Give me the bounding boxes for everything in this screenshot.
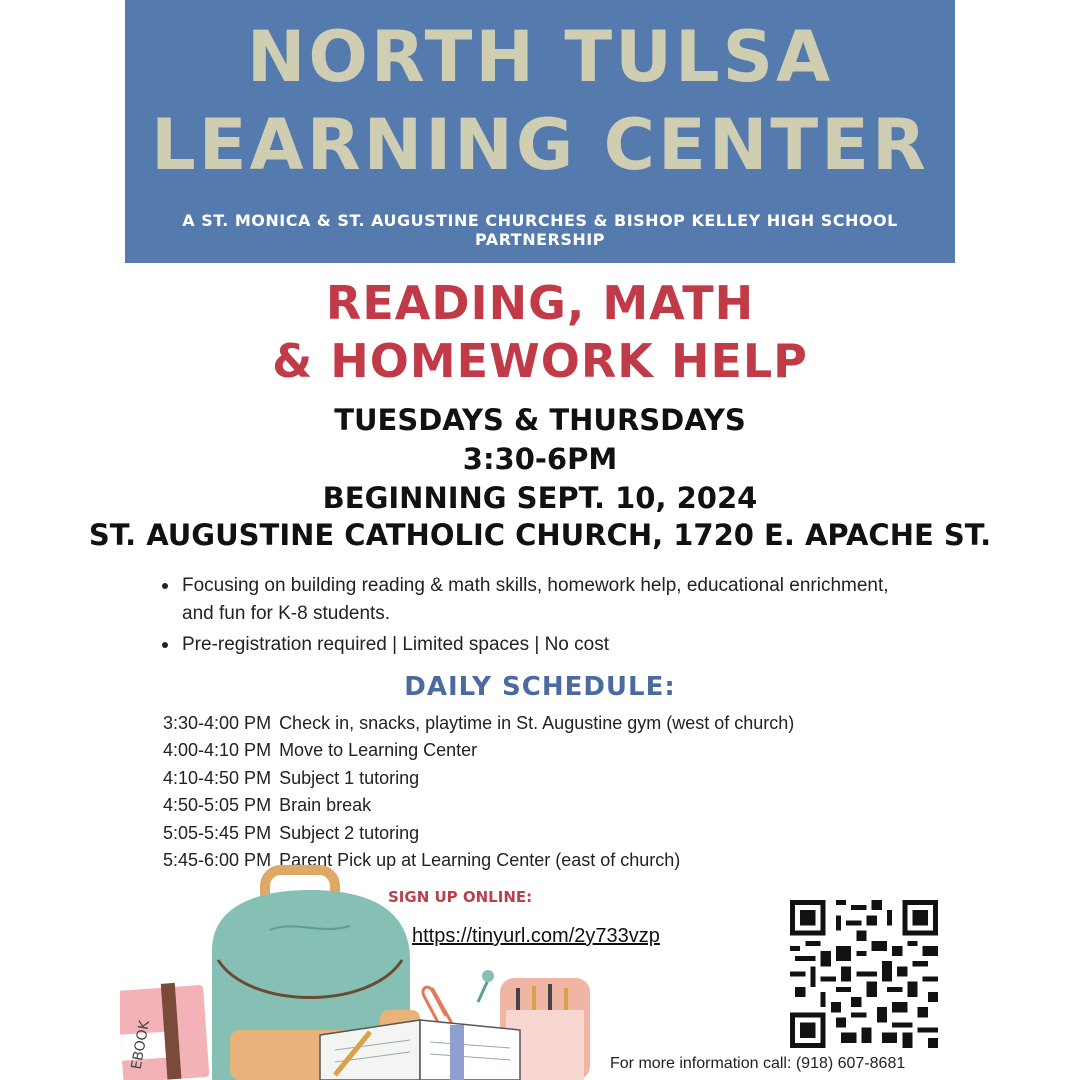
schedule-row <box>163 820 923 847</box>
info-time: 3:30-6PM <box>462 442 618 476</box>
schedule-time: 4:00-4:10 PM <box>163 740 272 761</box>
schedule-time: 4:10-4:50 PM <box>163 767 272 788</box>
book-icon <box>120 983 209 1080</box>
schedule-row <box>163 765 923 792</box>
bullet-item: Focusing on building reading & math skills, homework help, educational enrichment, and fun for K-8 students. <box>160 572 920 628</box>
schedule-time: 3:30-4:00 PM <box>163 713 272 733</box>
header-banner <box>125 0 955 263</box>
signup-link[interactable]: https://tinyurl.com/2y733vzp <box>412 925 660 947</box>
schedule-row <box>163 737 923 764</box>
schedule-row <box>163 792 923 819</box>
schedule-time: 5:45-6:00 PM <box>163 849 272 870</box>
schedule-time: 5:05-5:45 PM <box>163 822 272 843</box>
bullet-list <box>160 572 920 662</box>
banner-subtitle: A ST. MONICA & ST. AUGUSTINE CHURCHES & BISHOP KELLEY HIGH SCHOOL PARTNERSHIP <box>182 211 898 249</box>
banner-title-line2: LEARNING CENTER <box>151 104 929 186</box>
banner-title-line1: NORTH TULSA <box>246 16 834 98</box>
schedule-heading: DAILY SCHEDULE: <box>404 672 676 702</box>
headline-line1: READING, MATH <box>325 276 755 330</box>
info-location: ST. AUGUSTINE CATHOLIC CHURCH, 1720 E. APACHE ST. <box>88 518 992 552</box>
schedule-row <box>163 710 923 737</box>
info-days: TUESDAYS & THURSDAYS <box>334 403 746 437</box>
bullet-item: Pre-registration required | Limited spaces | No cost <box>160 631 920 659</box>
schedule-activity: Move to Learning Center <box>279 740 478 761</box>
schedule-activity: Check in, snacks, playtime in St. Augustine gym (west of church) <box>279 713 795 733</box>
school-supplies-illustration <box>120 860 600 1080</box>
headline-line2: & HOMEWORK HELP <box>272 334 808 388</box>
schedule-activity: Subject 2 tutoring <box>279 822 420 843</box>
info-start-date: BEGINNING SEPT. 10, 2024 <box>322 481 758 515</box>
schedule-activity: Parent Pick up at Learning Center (east of church) <box>279 849 681 870</box>
schedule-list <box>163 710 923 874</box>
pushpin-icon <box>478 970 494 1002</box>
schedule-time: 4:50-5:05 PM <box>163 795 272 816</box>
schedule-activity: Brain break <box>279 795 372 816</box>
schedule-activity: Subject 1 tutoring <box>279 767 420 788</box>
signup-label: SIGN UP ONLINE: <box>388 888 533 906</box>
contact-info: For more information call: (918) 607-8681 <box>610 1055 906 1072</box>
qr-code <box>790 900 938 1048</box>
book-label: EBOOK <box>128 1019 154 1071</box>
